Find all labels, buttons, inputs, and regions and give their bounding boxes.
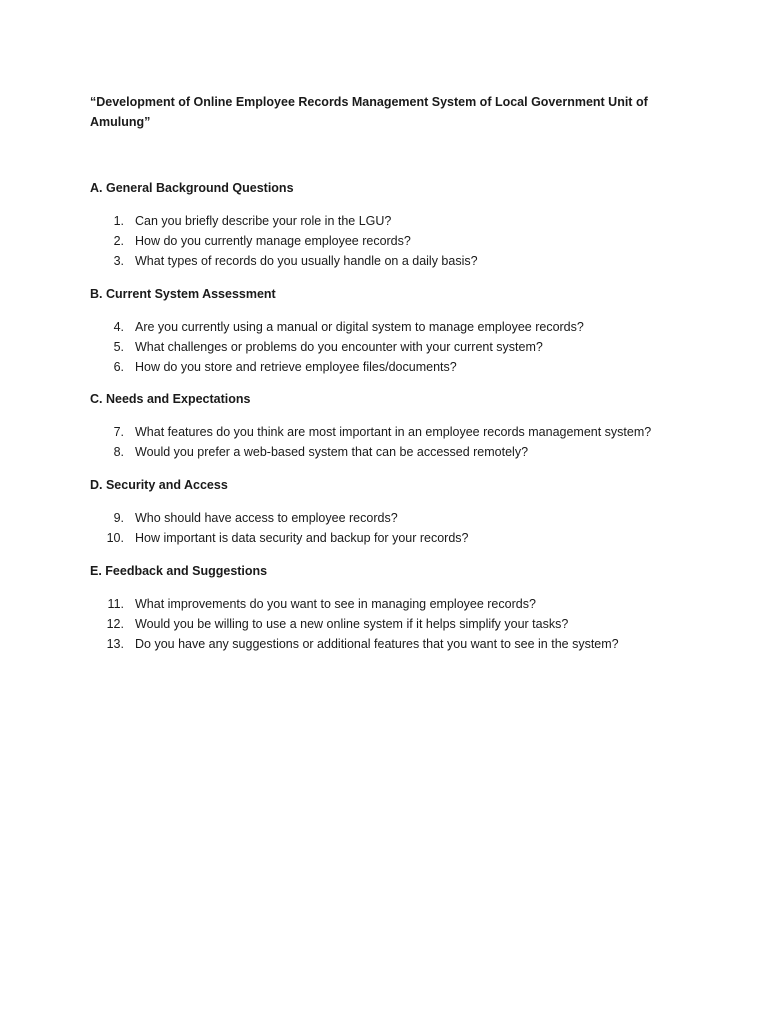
- question-text: How important is data security and backup for your records?: [135, 531, 469, 545]
- question-item: [90, 444, 710, 460]
- question-text: What features do you think are most important in an employee records management system?: [135, 425, 652, 439]
- section-heading-b: B. Current System Assessment: [90, 287, 276, 301]
- question-item: [90, 596, 710, 612]
- section-heading-d: D. Security and Access: [90, 478, 228, 492]
- question-text: Who should have access to employee records?: [135, 511, 398, 525]
- section-heading-c: C. Needs and Expectations: [90, 392, 251, 406]
- question-number: 1.: [113, 214, 124, 228]
- question-number: 12.: [106, 617, 124, 631]
- question-number: 11.: [107, 597, 124, 611]
- question-text: What improvements do you want to see in managing employee records?: [135, 597, 536, 611]
- question-item: [90, 359, 710, 375]
- section-heading-e: E. Feedback and Suggestions: [90, 564, 268, 578]
- question-item: [90, 213, 710, 229]
- question-text: How do you currently manage employee records?: [135, 234, 411, 248]
- question-number: 2.: [113, 234, 124, 248]
- question-number: 4.: [113, 320, 124, 334]
- question-text: Can you briefly describe your role in the LGU?: [135, 214, 392, 228]
- question-item: [90, 424, 710, 440]
- question-text: Are you currently using a manual or digital system to manage employee records?: [135, 320, 584, 334]
- document-title: “Development of Online Employee Records Management System of Local Government Unit of Amulung”: [90, 95, 648, 129]
- question-item: [90, 339, 710, 355]
- question-number: 10.: [106, 531, 124, 545]
- question-number: 13.: [106, 637, 124, 651]
- section-heading-a: A. General Background Questions: [90, 181, 294, 195]
- question-number: 8.: [113, 445, 124, 459]
- question-number: 5.: [113, 340, 124, 354]
- question-text: Would you prefer a web-based system that can be accessed remotely?: [135, 445, 529, 459]
- question-text: What challenges or problems do you encounter with your current system?: [135, 340, 543, 354]
- question-item: [90, 510, 710, 526]
- question-item: [90, 233, 710, 249]
- question-item: [90, 319, 710, 335]
- question-number: 9.: [113, 511, 124, 525]
- question-text: How do you store and retrieve employee files/documents?: [135, 360, 457, 374]
- question-number: 6.: [113, 360, 124, 374]
- question-text: Do you have any suggestions or additional features that you want to see in the system?: [135, 637, 619, 651]
- question-text: What types of records do you usually handle on a daily basis?: [135, 254, 478, 268]
- question-item: [90, 530, 710, 546]
- question-number: 3.: [113, 254, 124, 268]
- question-item: [90, 253, 710, 269]
- question-item: [90, 636, 710, 652]
- question-number: 7.: [113, 425, 124, 439]
- question-text: Would you be willing to use a new online system if it helps simplify your tasks?: [135, 617, 569, 631]
- question-item: [90, 616, 710, 632]
